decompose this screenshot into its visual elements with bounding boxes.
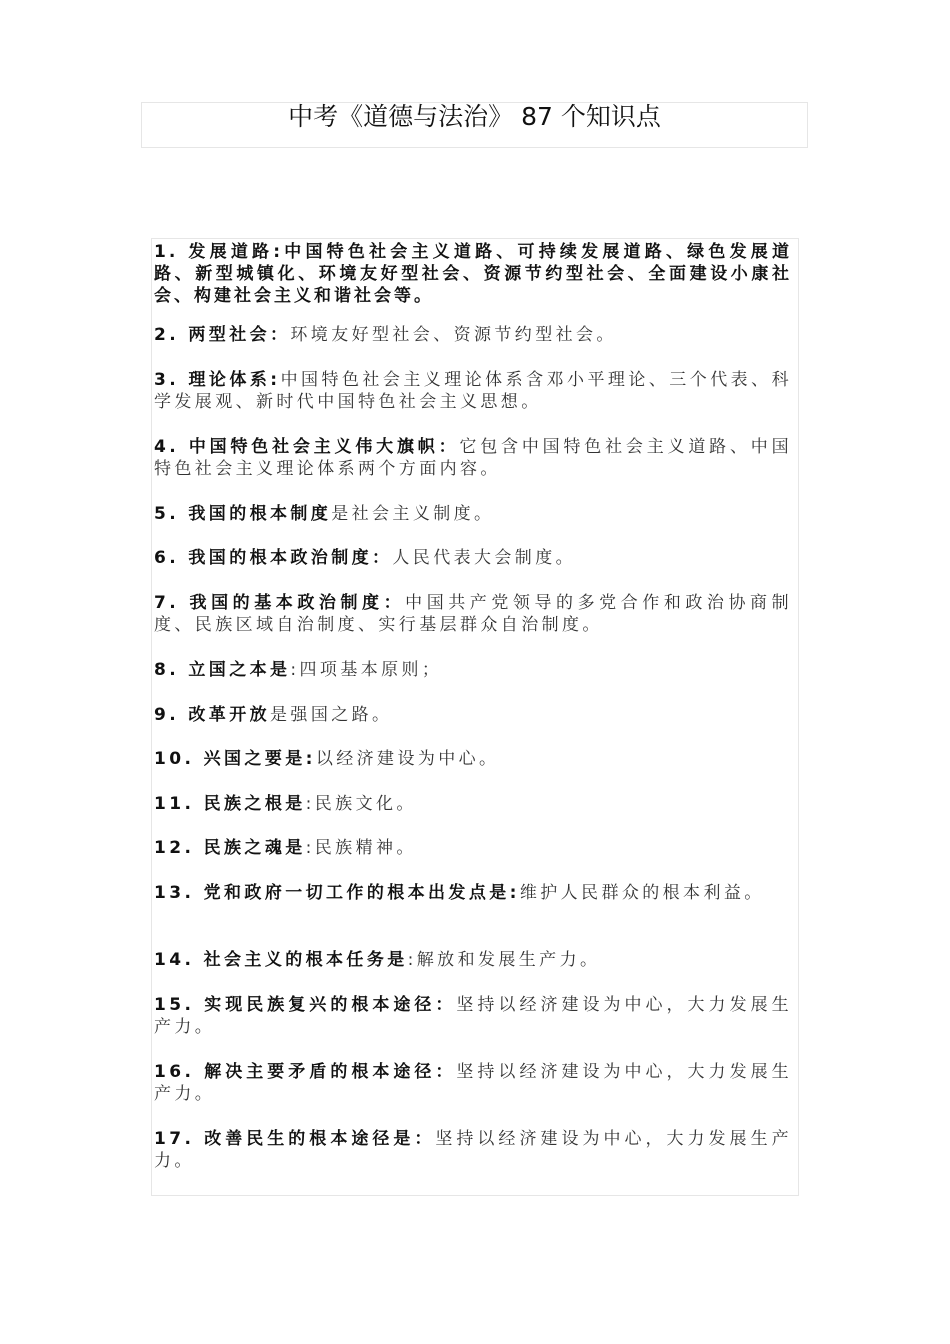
list-item xyxy=(154,704,792,726)
list-item xyxy=(154,793,792,815)
item-text: 坚持以经济建设为中心，大力发展生产力。 xyxy=(154,995,792,1037)
page-title: 中考《道德与法治》 87 个知识点 xyxy=(288,102,661,131)
item-text: :民族精神。 xyxy=(305,838,417,858)
item-key: 9. 改革开放 xyxy=(154,705,271,725)
item-key: 12. 民族之魂是 xyxy=(154,838,306,858)
list-item xyxy=(154,837,792,859)
item-text: 人民代表大会制度。 xyxy=(392,548,577,568)
item-key: 6. 我国的根本政治制度： xyxy=(154,548,393,568)
item-text: 它包含中国特色社会主义道路、中国特色社会主义理论体系两个方面内容。 xyxy=(154,437,792,479)
item-key: 16. 解决主要矛盾的根本途径： xyxy=(154,1062,457,1082)
item-key: 8. 立国之本是 xyxy=(154,660,291,680)
item-key: 4. 中国特色社会主义伟大旗帜： xyxy=(154,437,460,457)
list-item xyxy=(154,503,792,525)
item-key: 14. 社会主义的根本任务是 xyxy=(154,950,408,970)
item-text: 中国特色社会主义理论体系含邓小平理论、三个代表、科学发展观、新时代中国特色社会主义思想。 xyxy=(154,370,792,412)
item-text: 是社会主义制度。 xyxy=(331,504,495,524)
item-key: 11. 民族之根是 xyxy=(154,794,306,814)
content-box xyxy=(151,238,799,1196)
item-text: 维护人民群众的根本利益。 xyxy=(519,883,765,903)
item-text: 以经济建设为中心。 xyxy=(315,749,500,769)
item-text: 坚持以经济建设为中心，大力发展生产力。 xyxy=(154,1062,792,1104)
item-key: 15. 实现民族复兴的根本途径： xyxy=(154,995,457,1015)
list-item xyxy=(154,748,792,770)
item-text: 坚持以经济建设为中心，大力发展生产力。 xyxy=(154,1129,792,1171)
item-text: 环境友好型社会、资源节约型社会。 xyxy=(290,325,617,345)
list-item xyxy=(154,547,792,569)
item-key: 1. 发展道路:中国特色社会主义道路、可持续发展道路、绿色发展道路、新型城镇化、环境友好型社会、资源节约型社会、全面建设小康社会、构建社会主义和谐社会等。 xyxy=(154,242,792,306)
list-item xyxy=(154,241,792,307)
list-item xyxy=(154,436,792,480)
item-key: 7. 我国的基本政治制度： xyxy=(154,593,406,613)
title-box xyxy=(141,102,808,148)
item-key: 17. 改善民生的根本途径是： xyxy=(154,1129,436,1149)
item-key: 13. 党和政府一切工作的根本出发点是: xyxy=(154,883,520,903)
item-key: 5. 我国的根本制度 xyxy=(154,504,332,524)
item-key: 3. 理论体系: xyxy=(154,370,281,390)
item-text: 是强国之路。 xyxy=(270,705,393,725)
list-item xyxy=(154,1061,792,1105)
list-item xyxy=(154,369,792,413)
list-item xyxy=(154,324,792,346)
list-item xyxy=(154,994,792,1038)
list-item xyxy=(154,1128,792,1172)
list-item xyxy=(154,949,792,971)
list-item xyxy=(154,592,792,636)
item-text: 中国共产党领导的多党合作和政治协商制度、民族区域自治制度、实行基层群众自治制度。 xyxy=(154,593,793,635)
item-text: :解放和发展生产力。 xyxy=(407,950,601,970)
item-key: 2. 两型社会： xyxy=(154,325,291,345)
item-text: :民族文化。 xyxy=(305,794,417,814)
item-key: 10. 兴国之要是: xyxy=(154,749,316,769)
list-item xyxy=(154,882,792,904)
item-text: :四项基本原则； xyxy=(290,660,443,680)
list-item xyxy=(154,659,792,681)
